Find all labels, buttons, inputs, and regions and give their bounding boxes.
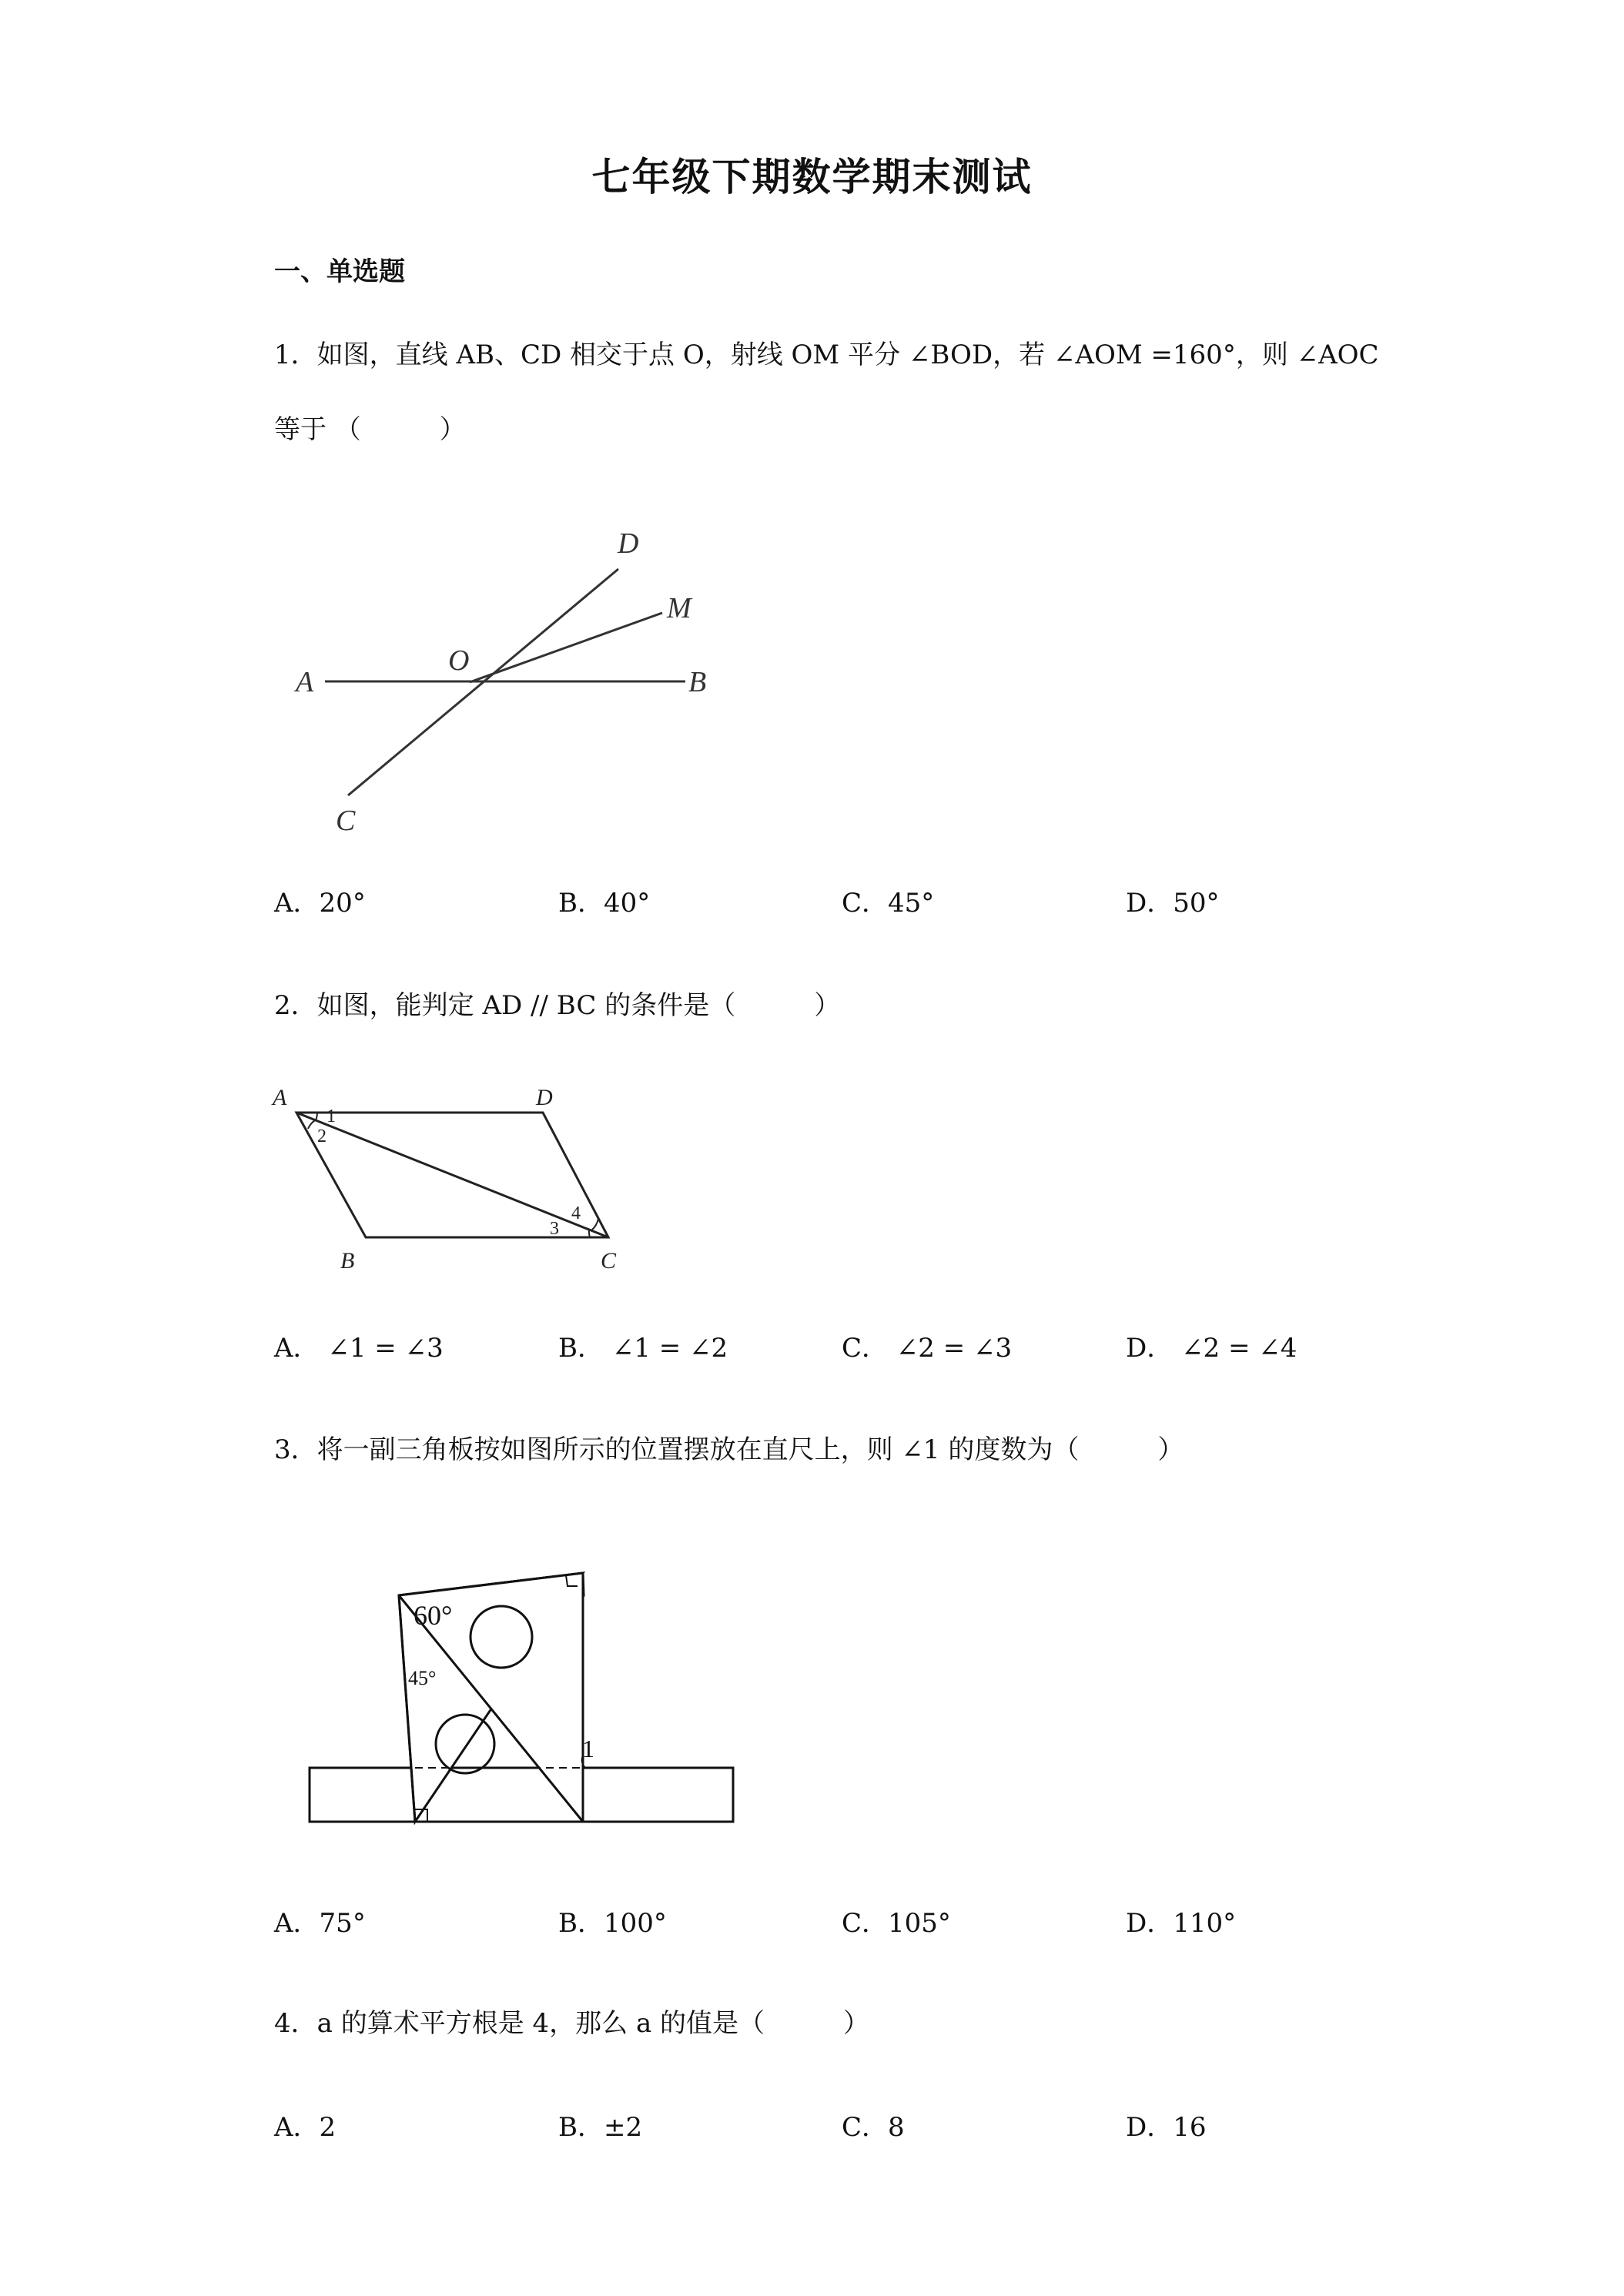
question-2-option-c[interactable]: C． ∠2 = ∠3	[842, 1333, 1013, 1364]
label-b: B	[340, 1248, 355, 1274]
label-b: B	[688, 666, 707, 698]
question-1-option-a[interactable]: A．20°	[274, 888, 366, 919]
label-a: A	[273, 1085, 287, 1110]
label-d: D	[618, 527, 639, 560]
angle-1-label: 1	[326, 1106, 336, 1126]
ray-om	[470, 613, 662, 682]
question-3-option-b[interactable]: B．100°	[558, 1908, 667, 1939]
section-heading: 一、单选题	[274, 256, 405, 287]
angle-1-label: 1	[582, 1735, 594, 1762]
question-2-option-a[interactable]: A． ∠1 = ∠3	[274, 1333, 444, 1364]
question-4-option-a[interactable]: A．2	[274, 2112, 337, 2143]
label-a: A	[296, 666, 314, 698]
label-m: M	[667, 592, 691, 624]
label-o: O	[448, 644, 470, 677]
question-1-option-c[interactable]: C．45°	[842, 888, 935, 919]
angle-60-label: 60°	[414, 1600, 453, 1631]
angle-4-label: 4	[571, 1203, 581, 1223]
question-1-stem-line2: 等于 （ ）	[274, 414, 466, 445]
question-2-figure	[270, 1074, 639, 1282]
angle-3-label: 3	[550, 1219, 559, 1239]
question-4-option-b[interactable]: B．±2	[558, 2112, 643, 2143]
label-c: C	[601, 1248, 617, 1274]
question-1-figure	[285, 516, 747, 839]
question-4-option-c[interactable]: C．8	[842, 2112, 905, 2143]
label-c: C	[336, 805, 356, 837]
angle-45-label: 45°	[408, 1667, 437, 1689]
question-2-stem: 2．如图，能判定 AD // BC 的条件是（ ）	[274, 990, 841, 1021]
label-d: D	[536, 1085, 553, 1110]
question-3-option-c[interactable]: C．105°	[842, 1908, 951, 1939]
question-1-stem-line1: 1．如图，直线 AB、CD 相交于点 O，射线 OM 平分 ∠BOD，若 ∠AOM =160°，则 ∠AOC	[274, 340, 1379, 370]
page-title: 七年级下期数学期末测试	[591, 155, 1033, 199]
question-3-option-a[interactable]: A．75°	[274, 1908, 366, 1939]
question-3-stem: 3．将一副三角板按如图所示的位置摆放在直尺上，则 ∠1 的度数为（ ）	[274, 1434, 1184, 1465]
diagonal-ac	[296, 1113, 608, 1237]
question-2-option-d[interactable]: D． ∠2 = ∠4	[1126, 1333, 1298, 1364]
question-1-option-d[interactable]: D．50°	[1126, 888, 1220, 919]
question-1-option-b[interactable]: B．40°	[558, 888, 651, 919]
question-4-option-d[interactable]: D．16	[1126, 2112, 1207, 2143]
question-2-option-b[interactable]: B． ∠1 = ∠2	[558, 1333, 728, 1364]
question-3-option-d[interactable]: D．110°	[1126, 1908, 1237, 1939]
question-4-stem: 4．a 的算术平方根是 4，那么 a 的值是（ ）	[274, 2008, 870, 2039]
angle-2-label: 2	[317, 1126, 326, 1146]
question-3-figure	[300, 1555, 747, 1840]
ruler	[310, 1768, 733, 1822]
